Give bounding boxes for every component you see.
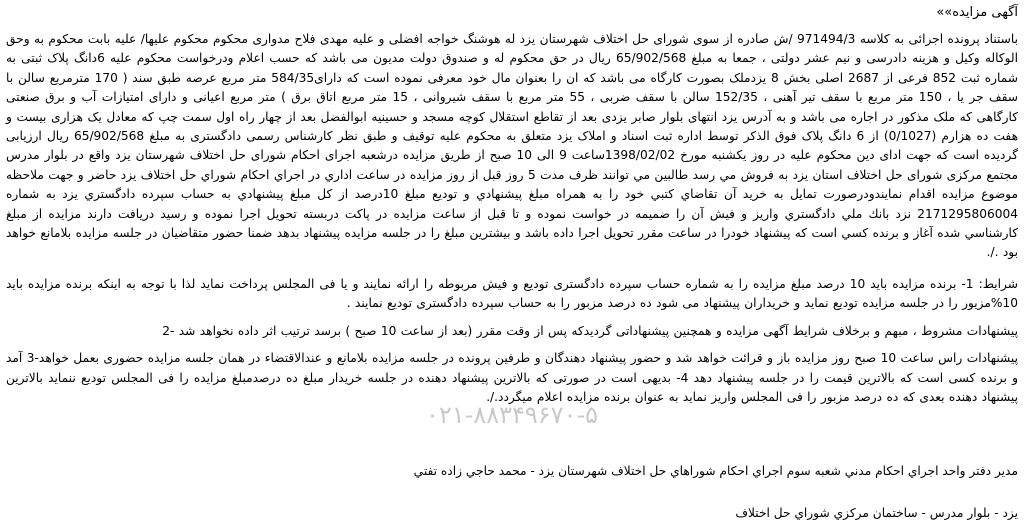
condition-3-4-paragraph: پیشنهادات راس ساعت 10 صبح روز مزایده باز و قرائت خواهد شد و حضور پیشنهاد دهندگان و طرفین پرونده در جلسه مزایده بلامانع و عندالاقتضاء در همان جلسه مزایده حضوری بعمل خواهد-3 آمد و برنده کسی است که بالاترین قیمت را در جلسه پیشنهاد دهد 4- بدیهی است در صورتی که بالاترین پیشنهاد دهنده در جلسه خریدار مبلغ ده درصدمبلغ مزایده را فی المجلس تودیع ننماید بالاترین پیشنهاد دهنده بعدی که ده درصد مزبور را فی المجلس واریز نماید به عنوان برنده مزایده اعلام میگردد./. [6, 351, 1018, 404]
conditions-paragraph: شرایط: 1- برنده مزایده باید 10 درصد مبلغ مزایده را به شماره حساب سپرده دادگستری تودیع و فیش مربوطه را ارائه نمایند و یا فی المجلس پرداخت نماید لذا با توجه به اینکه برنده مزایده باید 10%مزیور را در جلسه مزایده تودیع نماید و خریداران پیشنهاد می شود ده درصد مزبور را به حساب سپرده دادگستری تودیع نمایند . [6, 276, 1018, 311]
address-line: يزد - بلوار مدرس - ساختمان مركزي شوراي حل اختلاف [735, 506, 1018, 520]
phone-watermark: ۰۲۱-۸۸۳۴۹۶۷۰-۵ [425, 401, 598, 430]
notice-title: آگهی مزایده»» [936, 5, 1018, 20]
signature-line: مدیر دفتر واحد اجراي احكام مدني شعبه سوم اجراي احكام شوراهاي حل اختلاف شهرستان يزد - محمد حاجي زاده تفتي [413, 464, 1018, 478]
condition-2-paragraph: پیشنهادات مشروط ، مبهم و برخلاف شرایط آگهی مزایده و همچنین پیشنهاداتی گردیدکه پس از وقت مقرر (بعد از ساعت 10 صبح ) برسد ترتیب اثر داده نخواهد شد -2 [162, 323, 1018, 338]
notice-main-paragraph: باستناد پرونده اجرائی به کلاسه 971494/3 /ش صادره از سوی شورای حل اختلاف شهرستان یزد له هوشنگ خواجه افضلی و علیه مهدی فلاح مدواری محکوم محکوم علیها/ علیه بابت محکوم به وحق الوکاله وکیل و هزینه دادرسی و نیم عشر دولتی ، جمعا به مبلغ 65/902/568 ریال در حق محکوم له و صندوق دولت مدیون می باشد که حسب اعلام ودرخواست محکوم علیه 6دانگ پلاک ثبتی به شماره ثبت 852 فرعی از 2687 اصلی بخش 8 یزدملک بصورت کارگاه می باشد که ان را بعنوان مال خود معرفی نموده است که دارای584/35 متر مربع عرصه طبق سند ( 170 مترمربع سالن با سقف جر یا ، 150 متر مربع با سقف تیر آهنی ، 152/35 سالن با سقف ضربی ، 55 متر مربع با سقف شیروانی ، 15 متر مربع اتاق برق ) متر مربع اعیانی و دارای امتیازات آب و برق صنعتی کارگاهی که ملک مذکور در اجاره می باشد و به آدرس یزد انتهای بلوار صابر یزدی بعد از تقاطع استقلال کوچه مسجد و حسینیه ابوالفضل بعد از چهار راه اول سمت چپ که معادل یک هزاری بیست و هفت ده هزارم (0/1027) از 6 دانگ پلاک فوق الذکر توسط اداره ثبت اسناد و املاک یزد متعلق به محکوم علیه توقیف و طبق نظر کارشناس رسمی دادگستری به مبلغ 65/902/568 ریال ارزیابی گردیده است که جهت ادای دین محکوم علیه در روز یکشنبه مورخ 1398/02/02ساعت 9 الی 10 صبح از طریق مزایده درشعبه اجرای احکام شورای حل اختلاف شهرستان یزد واقع در بلوار مدرس مجتمع مرکزی شورای حل اختلاف استان یزد به فروش مي رسد طالبين مي توانند ظرف مدت 5 روز قبل از روز مزايده در ساعت اداري در اجراي احكام شوراي حل اختلاف يزد حاضر و جهت ملاحظه موضوع مزايده اقدام نمايندودرصورت تمايل به خريد آن تقاضاي كتبي خود را به همراه مبلغ پيشنهادي و توديع مبلغ 10درصد از كل مبلغ پيشنهادي به حساب سپرده دادگستري يزد به شماره 2171295806004 نزد بانك ملي دادگستري واريز و فيش آن را ضميمه در خواست نموده و تا قبل از ساعت مزايده در پاكت دربسته تحويل اجرا نموده و رسيد دريافت دارند مزايده از مبلغ كارشناسي شده آغاز و برنده كسي است كه پيشنهاد خودرا در ساعت مقرر تحويل اجرا داده باشد و بيشترين مبلغ را در جلسه مزايده پيشنهاد بدهد ضمنا حضور متقاضيان در جلسه مزايده بلامانع خواهد بود ./. [6, 32, 1019, 260]
